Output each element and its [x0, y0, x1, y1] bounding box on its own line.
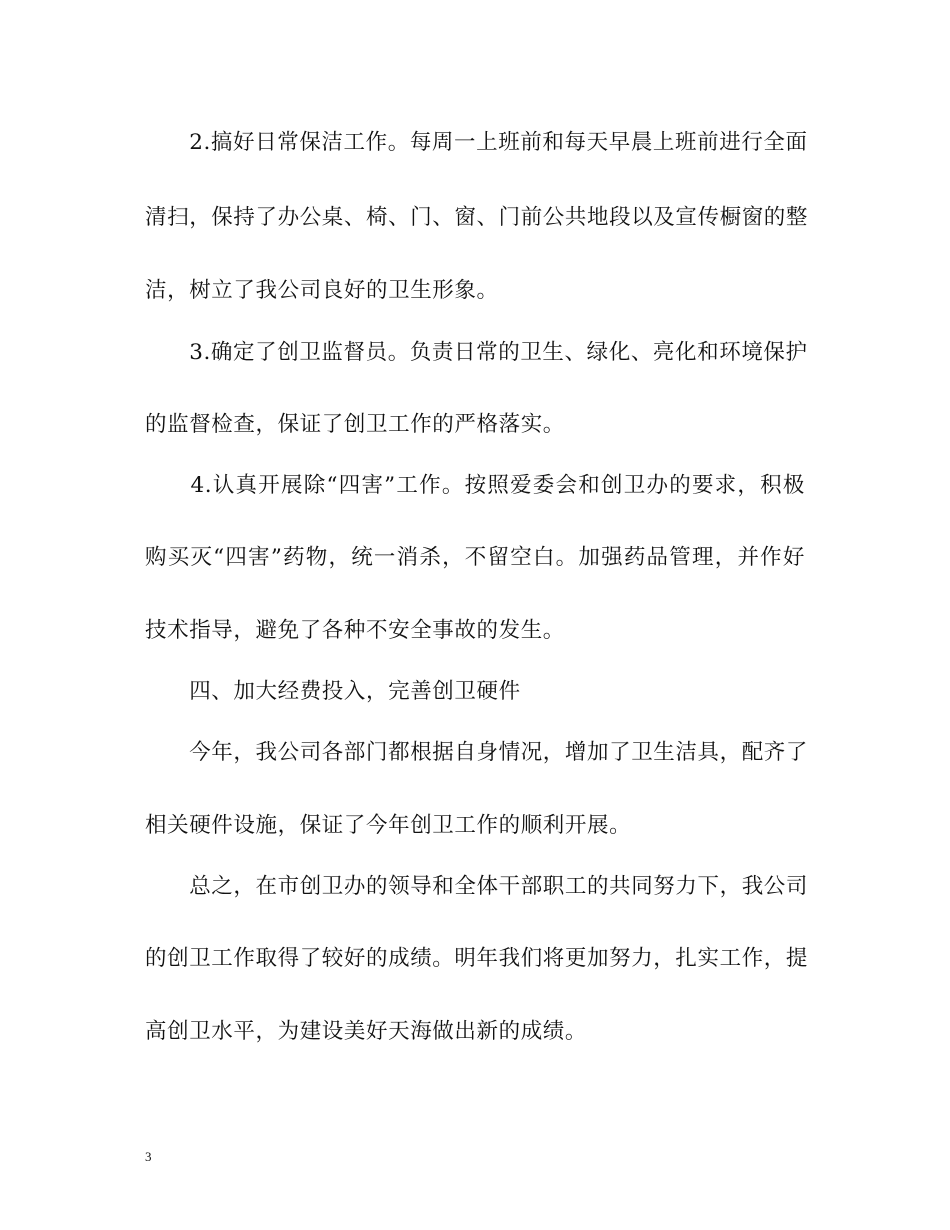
text-line: 技术指导，避免了各种不安全事故的发生。 [145, 618, 565, 643]
text-line: 3.确定了创卫监督员。负责日常的卫生、绿化、亮化和环境保护 [145, 340, 808, 365]
text-line: 的监督检查，保证了创卫工作的严格落实。 [145, 412, 565, 437]
text-line: 的创卫工作取得了较好的成绩。明年我们将更加努力，扎实工作，提 [145, 946, 809, 971]
section-heading: 四、加大经费投入，完善创卫硬件 [145, 679, 521, 704]
text-line: 相关硬件设施，保证了今年创卫工作的顺利开展。 [145, 813, 632, 838]
text-line: 总之，在市创卫办的领导和全体干部职工的共同努力下，我公司 [145, 874, 809, 899]
text-line: 今年，我公司各部门都根据自身情况，增加了卫生洁具，配齐了 [145, 740, 809, 765]
text-line: 2.搞好日常保洁工作。每周一上班前和每天早晨上班前进行全面 [145, 130, 808, 155]
text-line: 洁，树立了我公司良好的卫生形象。 [145, 278, 499, 303]
text-line: 购买灭“四害”药物，统一消杀，不留空白。加强药品管理，并作好 [145, 545, 805, 570]
text-line: 4.认真开展除“四害”工作。按照爱委会和创卫办的要求，积极 [145, 473, 805, 498]
text-line: 高创卫水平，为建设美好天海做出新的成绩。 [145, 1019, 588, 1044]
page-number: 3 [145, 1149, 152, 1164]
text-line: 清扫，保持了办公桌、椅、门、窗、门前公共地段以及宣传橱窗的整 [145, 205, 809, 230]
